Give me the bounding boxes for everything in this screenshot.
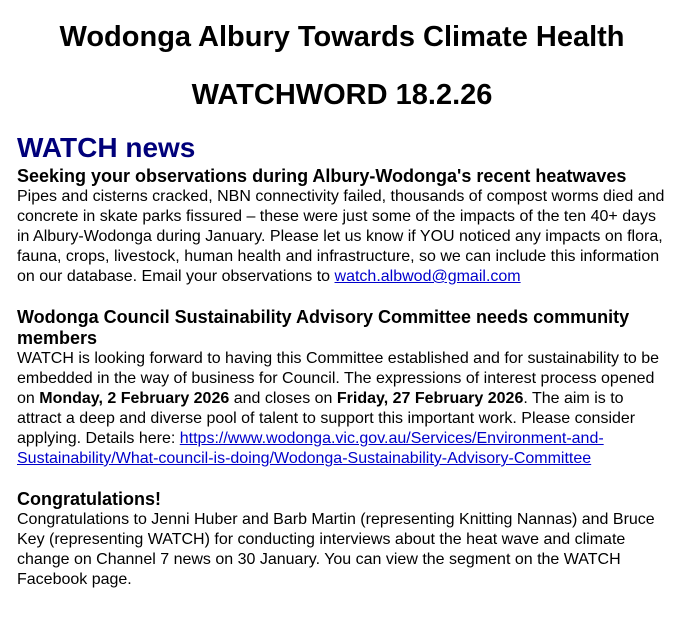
article-heading: Congratulations!: [17, 489, 161, 509]
article-text: Pipes and cisterns cracked, NBN connectivity failed, thousands of compost worms died and concrete in skate parks fissured – these were just some of the impacts of the ten 40+ days in Albury-Wodonga during January. Please let us know if YOU noticed any impacts on flora, fauna, crops, livestock, human health and infrastructure, so we can include this information on our database. Email your observations to: [17, 188, 665, 285]
article-text: WATCH is looking forward to having this Committee established and for sustainability to be embedded in the way of business for Council. The expressions of interest process opened on: [17, 350, 660, 407]
article-text: and closes on: [229, 390, 337, 407]
article-heatwave-observations: [17, 166, 667, 287]
close-date: Friday, 27 February 2026: [336, 390, 524, 407]
committee-details-link[interactable]: https://www.wodonga.vic.gov.au/Services/Environment-and-Sustainability/What-council-is-doing/Wodonga-Sustainability-Advisory-Committee: [17, 430, 604, 467]
article-body: Congratulations to Jenni Huber and Barb Martin (representing Knitting Nannas) and Bruce Key (representing WATCH) for conducting interviews about the heat wave and climate change on Channel 7 news on 30 January. You can view the segment on the WATCH Facebook page.: [17, 511, 655, 588]
article-congratulations: [17, 489, 667, 590]
article-body: [17, 349, 667, 469]
section-heading: WATCH news: [17, 132, 196, 163]
newsletter-edition: WATCHWORD 18.2.26: [191, 79, 493, 111]
email-link[interactable]: watch.albwod@gmail.com: [334, 268, 521, 285]
article-heading: Seeking your observations during Albury-Wodonga's recent heatwaves: [17, 166, 627, 186]
article-heading: Wodonga Council Sustainability Advisory Committee needs community members: [17, 307, 630, 348]
article-sustainability-committee: [17, 307, 667, 469]
article-body: [17, 187, 667, 287]
article-text: . The aim is to attract a deep and diverse pool of talent to support this important work. Please consider applying. Details here:: [17, 390, 636, 447]
page-title: Wodonga Albury Towards Climate Health: [59, 21, 625, 53]
open-date: Monday, 2 February 2026: [39, 390, 230, 407]
